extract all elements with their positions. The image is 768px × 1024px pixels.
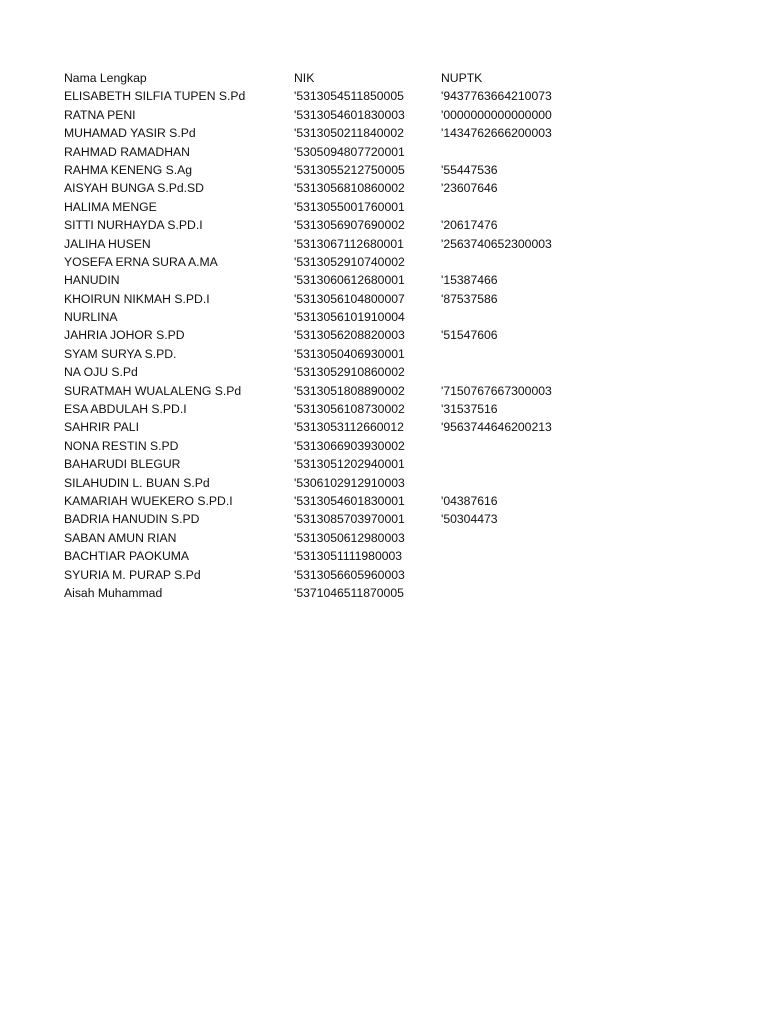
table-row	[64, 492, 624, 510]
cell-nik: '5313056101910004	[294, 310, 405, 325]
cell-nuptk	[441, 474, 624, 492]
table-row	[64, 437, 624, 455]
table-row	[64, 510, 624, 528]
table-row	[64, 198, 624, 216]
cell-name: JALIHA HUSEN	[64, 236, 151, 251]
cell-name: SURATMAH WUALALENG S.Pd	[64, 383, 242, 398]
table-row	[64, 290, 624, 308]
cell-name: MUHAMAD YASIR S.Pd	[64, 126, 196, 141]
cell-nik: '5313085703970001	[294, 512, 405, 527]
cell-name: KHOIRUN NIKMAH S.PD.I	[64, 291, 210, 306]
cell-nik: '5313050612980003	[294, 530, 405, 545]
table-row	[64, 253, 624, 271]
cell-nik: '5313056108730002	[294, 402, 405, 417]
cell-nik: '5313052910740002	[294, 254, 405, 269]
cell-nik: '5313051202940001	[294, 457, 405, 472]
cell-nik: '5313051111980003	[294, 549, 403, 564]
cell-nik: '5313055212750005	[294, 162, 405, 177]
cell-name: HANUDIN	[64, 273, 120, 288]
cell-nuptk	[441, 455, 624, 473]
cell-name: Aisah Muhammad	[64, 585, 163, 600]
cell-name: ESA ABDULAH S.PD.I	[64, 402, 187, 417]
cell-name: NONA RESTIN S.PD	[64, 438, 179, 453]
cell-nuptk: '9563744646200213	[441, 420, 552, 435]
cell-nuptk: '23607646	[441, 181, 498, 196]
table-row	[64, 418, 624, 436]
cell-name: RAHMAD RAMADHAN	[64, 144, 190, 159]
cell-nuptk	[441, 345, 624, 363]
cell-nik: '5313056208820003	[294, 328, 405, 343]
cell-nuptk	[441, 584, 624, 602]
cell-nuptk	[441, 547, 624, 565]
cell-nik: '5313055001760001	[294, 199, 405, 214]
table-row	[64, 345, 624, 363]
cell-nik: '5313054601830003	[294, 107, 405, 122]
cell-nuptk	[441, 143, 624, 161]
cell-nik: '5313050211840002	[294, 126, 404, 141]
cell-nik: '5313056810860002	[294, 181, 405, 196]
cell-nik: '5313067112680001	[294, 236, 404, 251]
cell-nuptk	[441, 198, 624, 216]
cell-name: HALIMA MENGE	[64, 199, 157, 214]
cell-name: RATNA PENI	[64, 107, 136, 122]
table-body	[64, 87, 624, 602]
cell-name: SABAN AMUN RIAN	[64, 530, 177, 545]
header-name: Nama Lengkap	[64, 71, 147, 85]
cell-name: SILAHUDIN L. BUAN S.Pd	[64, 475, 210, 490]
cell-nuptk: '1434762666200003	[441, 126, 552, 141]
cell-nik: '5306102912910003	[294, 475, 405, 490]
cell-name: SYAM SURYA S.PD.	[64, 346, 177, 361]
table-row	[64, 529, 624, 547]
table-header-row	[64, 69, 624, 87]
table-row	[64, 271, 624, 289]
cell-nuptk: '87537586	[441, 291, 498, 306]
cell-nuptk	[441, 363, 624, 381]
table-row	[64, 455, 624, 473]
cell-nik: '5313054511850005	[294, 89, 404, 104]
cell-nik: '5313051808890002	[294, 383, 405, 398]
cell-nuptk: '15387466	[441, 273, 498, 288]
cell-nuptk: '55447536	[441, 162, 498, 177]
table-row	[64, 363, 624, 381]
cell-name: SYURIA M. PURAP S.Pd	[64, 567, 201, 582]
table-row	[64, 584, 624, 602]
table-row	[64, 161, 624, 179]
cell-nuptk	[441, 437, 624, 455]
cell-name: BACHTIAR PAOKUMA	[64, 549, 190, 564]
cell-nuptk: '2563740652300003	[441, 236, 552, 251]
cell-nik: '5313060612680001	[294, 273, 405, 288]
cell-nik: '5313050406930001	[294, 346, 405, 361]
cell-nuptk: '7150767667300003	[441, 383, 552, 398]
table-row	[64, 308, 624, 326]
cell-name: SITTI NURHAYDA S.PD.I	[64, 218, 203, 233]
table-row	[64, 124, 624, 142]
cell-name: KAMARIAH WUEKERO S.PD.I	[64, 493, 233, 508]
cell-nuptk: '50304473	[441, 512, 498, 527]
cell-nuptk	[441, 566, 624, 584]
cell-nuptk: '9437763664210073	[441, 89, 552, 104]
employee-table	[64, 69, 624, 602]
table-row	[64, 474, 624, 492]
cell-nuptk: '04387616	[441, 493, 498, 508]
cell-name: RAHMA KENENG S.Ag	[64, 162, 193, 177]
header-nik: NIK	[294, 71, 315, 85]
cell-nuptk: '31537516	[441, 402, 498, 417]
table-row	[64, 87, 624, 105]
cell-nik: '5313052910860002	[294, 365, 405, 380]
cell-name: AISYAH BUNGA S.Pd.SD	[64, 181, 204, 196]
table-row	[64, 106, 624, 124]
table-row	[64, 566, 624, 584]
cell-nik: '5313053112660012	[294, 420, 404, 435]
table-row	[64, 143, 624, 161]
cell-name: NA OJU S.Pd	[64, 365, 138, 380]
table-row	[64, 326, 624, 344]
cell-name: NURLINA	[64, 310, 118, 325]
cell-nuptk: '0000000000000000	[441, 107, 552, 122]
cell-name: SAHRIR PALI	[64, 420, 139, 435]
cell-nik: '5313054601830001	[294, 493, 405, 508]
cell-nik: '5371046511870005	[294, 585, 404, 600]
cell-nik: '5313056907690002	[294, 218, 405, 233]
header-nuptk: NUPTK	[441, 71, 483, 85]
cell-nuptk	[441, 253, 624, 271]
cell-nuptk: '51547606	[441, 328, 498, 343]
table-row	[64, 216, 624, 234]
cell-nuptk	[441, 529, 624, 547]
cell-nik: '5313066903930002	[294, 438, 405, 453]
table-row	[64, 547, 624, 565]
cell-name: YOSEFA ERNA SURA A.MA	[64, 254, 218, 269]
cell-nuptk: '20617476	[441, 218, 498, 233]
table-row	[64, 382, 624, 400]
cell-nik: '5313056104800007	[294, 291, 405, 306]
table-row	[64, 179, 624, 197]
cell-nuptk	[441, 308, 624, 326]
cell-name: JAHRIA JOHOR S.PD	[64, 328, 185, 343]
table-row	[64, 235, 624, 253]
cell-nik: '5313056605960003	[294, 567, 405, 582]
cell-name: BADRIA HANUDIN S.PD	[64, 512, 200, 527]
cell-name: ELISABETH SILFIA TUPEN S.Pd	[64, 89, 246, 104]
cell-nik: '5305094807720001	[294, 144, 405, 159]
table-row	[64, 400, 624, 418]
cell-name: BAHARUDI BLEGUR	[64, 457, 181, 472]
